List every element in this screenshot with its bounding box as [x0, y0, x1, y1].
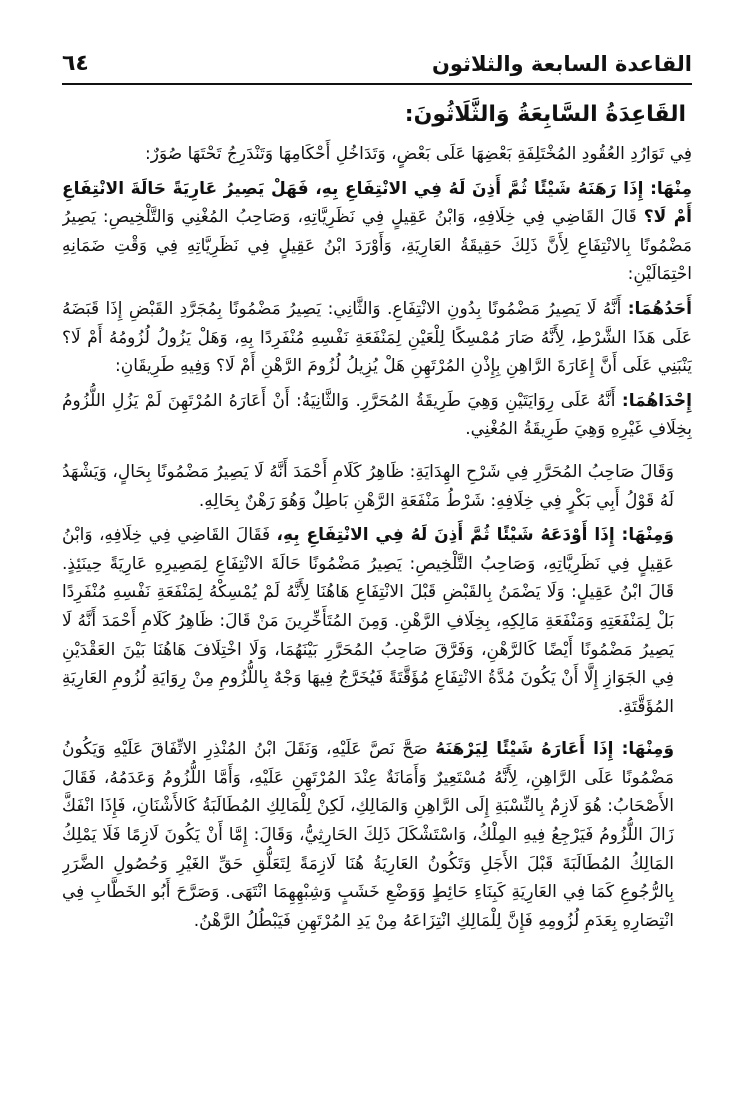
running-title: القاعدة السابعة والثلاثون [431, 52, 692, 76]
paragraph-3-text: أَنَّهُ عَلَى رِوَايَتَيْنِ وَهِيَ طَرِيقَةُ المُحَرَّرِ. وَالثَّانِيَةُ: أَنْ أَعَارَهُ المُرْتَهِنَ لَمْ يَزُلِ اللُّزُومُ بِخِلَافِ غَيْرِهِ وَهِيَ طَرِيقَةُ المُغْنِي. [62, 390, 692, 440]
paragraph-2 [62, 295, 692, 381]
paragraph-6-lead: وَمِنْهَا: إِذَا أَعَارَهُ شَيْئًا لِيَرْهَنَهُ [435, 739, 675, 760]
page-body [62, 92, 692, 1082]
intro-text: فِي تَوَارُدِ العُقُودِ المُخْتَلِفَةِ بَعْضِهَا عَلَى بَعْضٍ، وَتَدَاخُلِ أَحْكَامِهَا وَتَنْدَرِجُ تَحْتَهَا صُوَرٌ: [145, 144, 692, 164]
paragraph-5-text: فَقَالَ القَاضِي فِي خِلَافِهِ، وَابْنُ عَقِيلٍ فِي نَظَرِيَّاتِهِ، وَصَاحِبُ التَّلْخِيصِ: يَصِيرُ مَضْمُونًا حَالَةَ الانْتِفَاعِ لِمَصِيرِهِ عَارِيَةً حِينَئِذٍ. قَالَ ابْنُ عَقِيلٍ: وَلَا يَضْمَنُ بِالقَبْضِ قَبْلَ الانْتِفَاعِ هَاهُنَا لِأَنَّهُ لَمْ يُمْسِكْهُ لِمَنْفَعَةِ نَفْسِهِ مُنْفَرِدًا بَلْ لِمَنْفَعَتِهِ وَمَنْفَعَةِ مَالِكِهِ، بِخِلَافِ الرَّهْنِ. وَمِنَ المُتَأَخِّرِينَ مَنْ قَالَ: ظَاهِرُ كَلَامِ أَحْمَدَ أَنَّهُ لَا يَصِيرُ مَضْمُونًا أَيْضًا كَالرَّهْنِ، وَفَرَّقَ صَاحِبُ المُحَرَّرِ بَيْنَهُمَا، وَلَا اخْتِلَافَ هَاهُنَا بَيْنَ العَقْدَيْنِ فِي الجَوَازِ إِلَّا أَنْ يَكُونَ مُدَّةُ الانْتِفَاعِ مُؤَقَّتَةً فَيُخَرَّجُ فِيهَا وَجْهٌ بِاللُّزُومِ مِنْ رِوَايَةِ لُزُومِ العَارِيَةِ المُؤَقَّتَةِ. [62, 525, 674, 717]
paragraph-5-lead: وَمِنْهَا: إِذَا أَوْدَعَهُ شَيْئًا ثُمَّ أَذِنَ لَهُ فِي الانْتِفَاعِ بِهِ، [276, 525, 674, 546]
paragraph-1-text: قَالَ القَاضِي فِي خِلَافِهِ، وَابْنُ عَقِيلٍ فِي نَظَرِيَّاتِهِ، وَصَاحِبُ المُغْنِي وَالتَّلْخِيصِ: يَصِيرُ مَضْمُونًا بِالانْتِفَاعِ لِأَنَّ ذَلِكَ حَقِيقَةُ العَارِيَةِ، وَأَوْرَدَ ابْنُ عَقِيلٍ فِي نَظَرِيَّاتِهِ فِي وَقْتِ ضَمَانِهِ احْتِمَالَيْنِ: [62, 207, 692, 285]
page-header [62, 40, 692, 80]
paragraph-3 [62, 387, 692, 444]
paragraph-2-lead: أَحَدُهُمَا: [627, 298, 692, 319]
paragraph-5 [62, 521, 692, 721]
paragraph-3-lead: إِحْدَاهُمَا: [621, 390, 692, 411]
paragraph-4-text: وَقَالَ صَاحِبُ المُحَرَّرِ فِي شَرْحِ الهِدَايَةِ: ظَاهِرُ كَلَامِ أَحْمَدَ أَنَّهُ لَا يَصِيرُ مَضْمُونًا بِحَالٍ، وَيَشْهَدُ لَهُ قَوْلُ أَبِي بَكْرٍ فِي خِلَافِهِ: شَرْطُ مَنْفَعَةِ الرَّهْنِ بَاطِلٌ وَهُوَ رَهْنٌ بِحَالِهِ. [62, 461, 674, 511]
paragraph-6-text: صَحَّ نَصَّ عَلَيْهِ، وَنَقَلَ ابْنُ المُنْذِرِ الاتِّفَاقَ عَلَيْهِ وَيَكُونُ مَضْمُونًا عَلَى الرَّاهِنِ، لِأَنَّهُ مُسْتَعِيرٌ وَأَمَانَةٌ عِنْدَ المُرْتَهِنِ عَلَيْهِ، وَأَمَّا اللُّزُومُ وَعَدَمُهُ، فَقَالَ الأَصْحَابُ: هُوَ لَازِمٌ بِالنِّسْبَةِ إِلَى الرَّاهِنِ وَالمَالِكِ، لَكِنْ لِلْمَالِكِ المُطَالَبَةُ كَالأَشْنَانِ، فَإِذَا انْفَكَّ زَالَ اللُّزُومُ فَيَرْجِعُ فِيهِ المِلْكُ، وَاسْتَشْكَلَ ذَلِكَ الحَارِثِيُّ، وَقَالَ: إِمَّا أَنْ يَكُونَ لَازِمًا فَلَا يَمْلِكُ المَالِكُ المُطَالَبَةَ قَبْلَ الأَجَلِ وَتَكُونُ العَارِيَةُ هُنَا لَازِمَةً لِتَعَلُّقِ حَقِّ الغَيْرِ وَحُصُولِ الضَّرَرِ بِالرُّجُوعِ كَمَا فِي العَارِيَةِ كَبِنَاءِ حَائِطٍ وَوَضْعِ خَشَبٍ وَشِبْهِهِمَا انْتَهَى. وَصَرَّحَ أَبُو الخَطَّابِ فِي انْتِصَارِهِ بِعَدَمِ لُزُومِهِ فَإِنَّ لِلْمَالِكِ انْتِزَاعَهُ مِنْ يَدِ المُرْتَهِنِ فَيَبْطُلُ الرَّهْنُ. [62, 739, 674, 931]
paragraph-1 [62, 175, 692, 289]
section-title: القَاعِدَةُ السَّابِعَةُ وَالثَّلَاثُونَ: [404, 102, 686, 127]
paragraph-4 [62, 458, 692, 515]
intro-paragraph [62, 140, 692, 169]
paragraph-6 [62, 735, 692, 935]
paragraph-1-lead: مِنْهَا: إِذَا رَهَنَهُ شَيْئًا ثُمَّ أَذِنَ لَهُ فِي الانْتِفَاعِ بِهِ، فَهَلْ يَصِيرُ عَارِيَةً حَالَةَ الانْتِفَاعِ أَمْ لَا؟ [62, 178, 692, 228]
page-number: ٦٤ [62, 51, 89, 76]
header-divider [62, 83, 692, 85]
paragraph-2-text: أَنَّهُ لَا يَصِيرُ مَضْمُونًا بِدُونِ الانْتِفَاعِ. وَالثَّانِي: يَصِيرُ مَضْمُونًا بِمُجَرَّدِ القَبْضِ إِذَا قَبَضَهُ عَلَى هَذَا الشَّرْطِ، لِأَنَّهُ صَارَ مُمْسِكًا لِلْعَيْنِ لِمَنْفَعَةِ نَفْسِهِ مُنْفَرِدًا بِهِ، وَهَلْ يَزُولُ لُزُومُهُ أَمْ لَا؟ يَنْبَنِي عَلَى أَنَّ إِعَارَةَ الرَّاهِنِ بِإِذْنِ المُرْتَهِنِ هَلْ يُزِيلُ لُزُومَ الرَّهْنِ أَمْ لَا؟ وَفِيهِ طَرِيقَانِ: [62, 298, 692, 377]
